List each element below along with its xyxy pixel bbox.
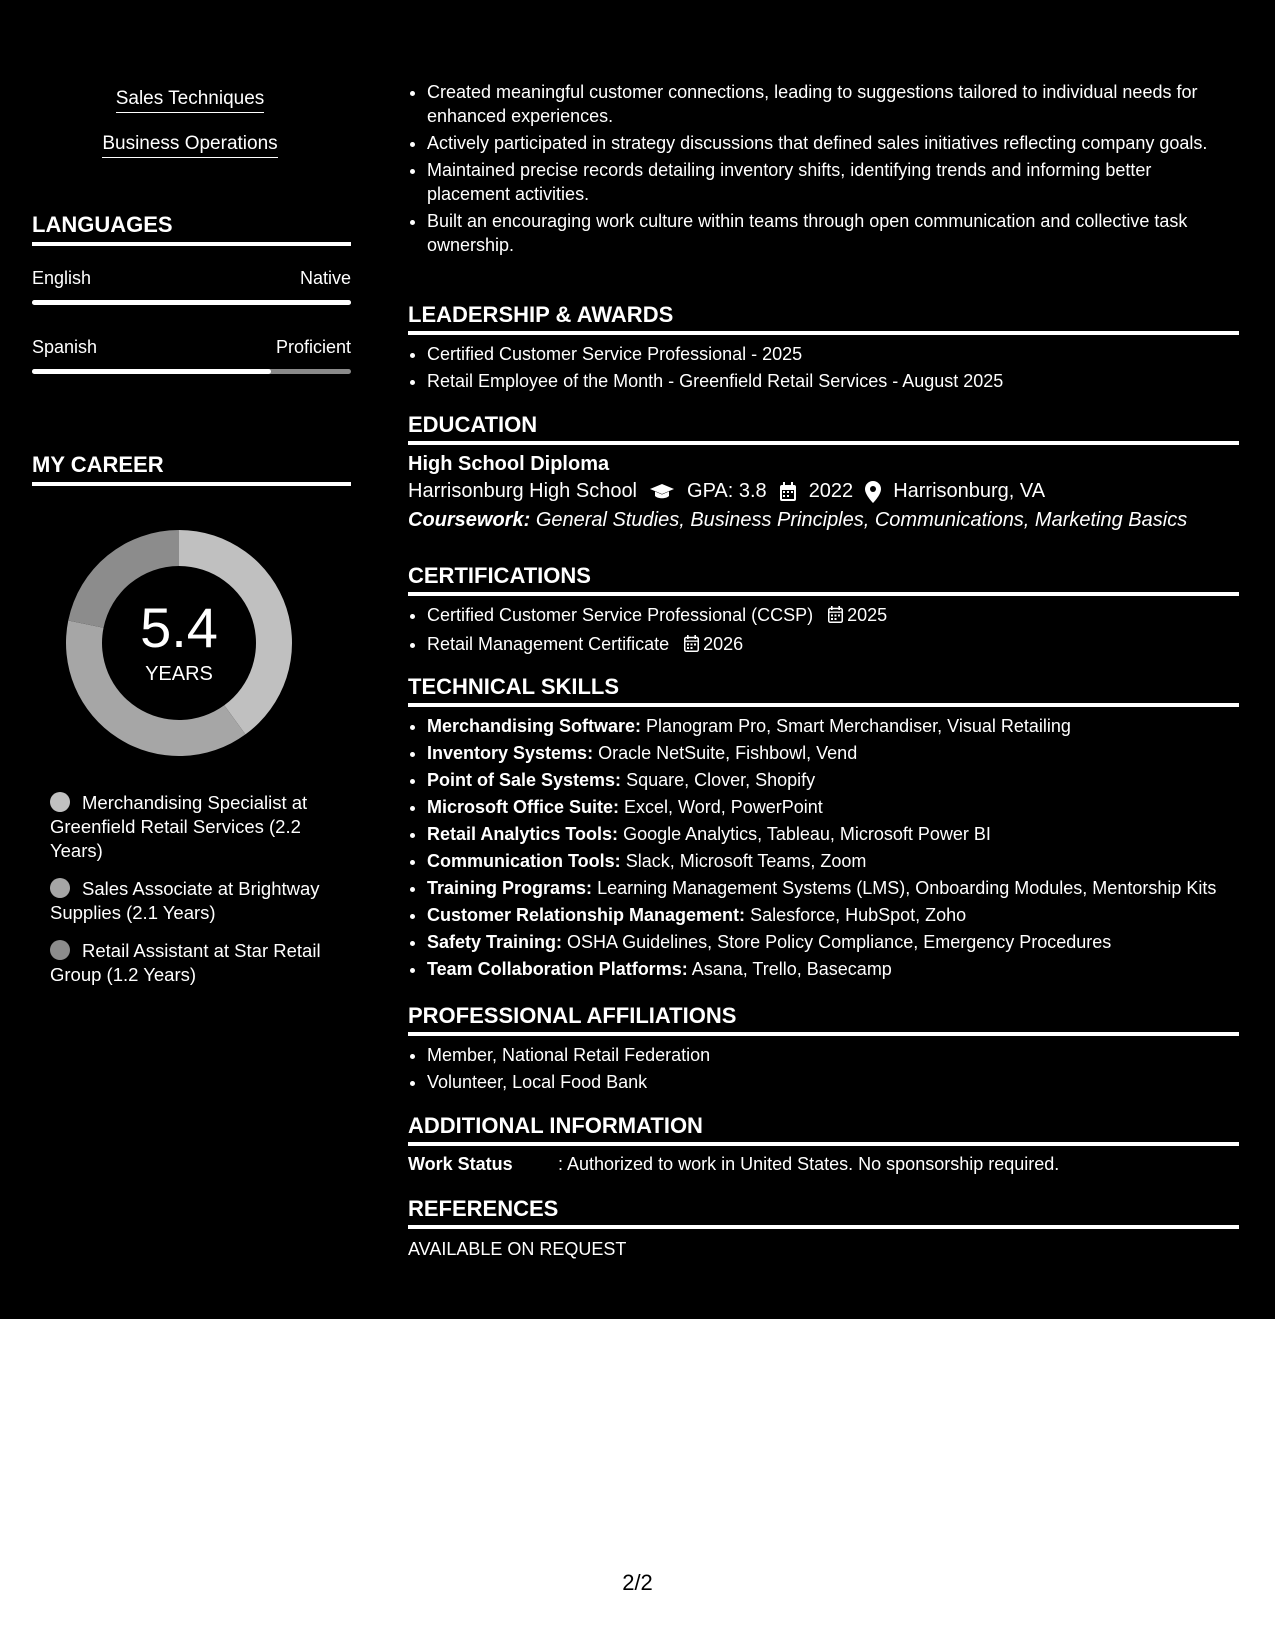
certification-item: • Retail Management Certificate 2026	[427, 631, 1239, 660]
affiliations-section	[408, 1003, 1239, 1096]
career-heading: MY CAREER	[32, 452, 351, 486]
languages-heading: LANGUAGES	[32, 212, 351, 246]
language-row-english	[32, 268, 351, 289]
sidebar	[0, 0, 380, 1319]
calendar-icon	[684, 633, 699, 660]
certifications-section	[408, 563, 1239, 660]
skill-link-business-operations[interactable]: Business Operations	[0, 133, 380, 155]
experience-bullets	[408, 80, 1239, 260]
coursework-label: Coursework:	[408, 509, 531, 531]
affiliation-item: • Member, National Retail Federation	[427, 1042, 1239, 1069]
technical-skills-heading: TECHNICAL SKILLS	[408, 674, 1239, 707]
education-section	[408, 412, 1239, 532]
language-level: Native	[299, 268, 351, 288]
career-legend-item: Merchandising Specialist at Greenfield Retail Services (2.2 Years)	[50, 792, 308, 861]
degree-title: High School Diploma	[408, 453, 610, 475]
experience-bullet: • Built an encouraging work culture within teams through open communication and collective task ownership.	[427, 209, 1239, 257]
skill-item: • Point of Sale Systems: Square, Clover, Shopify	[427, 767, 1239, 794]
leadership-heading: LEADERSHIP & AWARDS	[408, 302, 1239, 335]
graduation-year: 2022	[808, 480, 854, 502]
affiliations-heading: PROFESSIONAL AFFILIATIONS	[408, 1003, 1239, 1036]
skill-item: • Retail Analytics Tools: Google Analytics, Tableau, Microsoft Power BI	[427, 821, 1239, 848]
career-donut-chart	[66, 530, 292, 756]
skill-link-sales-techniques[interactable]: Sales Techniques	[0, 88, 380, 110]
language-level: Proficient	[275, 337, 351, 357]
language-row-spanish	[32, 337, 351, 358]
career-legend-item: Retail Assistant at Star Retail Group (1.2 Years)	[50, 940, 321, 985]
coursework-list: General Studies, Business Principles, Communications, Marketing Basics	[535, 509, 1188, 531]
calendar-icon	[828, 604, 843, 631]
references-section	[408, 1196, 1239, 1260]
experience-bullet: • Created meaningful customer connections, leading to suggestions tailored to individual needs for enhanced experiences.	[427, 80, 1239, 128]
language-name: Spanish	[32, 337, 98, 357]
education-details	[408, 480, 1239, 503]
language-bar-english	[32, 300, 351, 305]
skill-item: • Microsoft Office Suite: Excel, Word, PowerPoint	[427, 794, 1239, 821]
references-heading: REFERENCES	[408, 1196, 1239, 1229]
legend-dot	[50, 792, 70, 812]
skill-item: • Customer Relationship Management: Salesforce, HubSpot, Zoho	[427, 902, 1239, 929]
language-bar-spanish	[32, 369, 351, 374]
certifications-heading: CERTIFICATIONS	[408, 563, 1239, 596]
experience-bullet: • Maintained precise records detailing inventory shifts, identifying trends and informing better placement activities.	[427, 158, 1239, 206]
career-legend-item: Sales Associate at Brightway Supplies (2.1 Years)	[50, 878, 320, 923]
skill-item: • Safety Training: OSHA Guidelines, Store Policy Compliance, Emergency Procedures	[427, 929, 1239, 956]
education-heading: EDUCATION	[408, 412, 1239, 445]
language-bar-fill	[32, 300, 351, 305]
work-status-value: : Authorized to work in United States. No sponsorship required.	[558, 1154, 1060, 1174]
certification-item: • Certified Customer Service Professional (CCSP) 2025	[427, 602, 1239, 631]
calendar-icon	[779, 482, 797, 502]
career-total-years: 5.4	[140, 596, 218, 659]
experience-bullet: • Actively participated in strategy discussions that defined sales initiatives reflecting company goals.	[427, 131, 1239, 155]
references-text: AVAILABLE ON REQUEST	[408, 1239, 627, 1259]
legend-dot	[50, 878, 70, 898]
gpa: GPA: 3.8	[687, 480, 767, 502]
technical-skills-section	[408, 674, 1239, 983]
career-years-label: YEARS	[145, 663, 213, 685]
skill-item: • Inventory Systems: Oracle NetSuite, Fishbowl, Vend	[427, 740, 1239, 767]
legend-dot	[50, 940, 70, 960]
skill-item: • Merchandising Software: Planogram Pro, Smart Merchandiser, Visual Retailing	[427, 713, 1239, 740]
skill-item: • Team Collaboration Platforms: Asana, Trello, Basecamp	[427, 956, 1239, 983]
graduation-cap-icon	[649, 483, 675, 501]
skill-item: • Communication Tools: Slack, Microsoft Teams, Zoom	[427, 848, 1239, 875]
location-pin-icon	[865, 481, 881, 503]
additional-info-heading: ADDITIONAL INFORMATION	[408, 1113, 1239, 1146]
leadership-section	[408, 302, 1239, 395]
work-status-row	[408, 1154, 1239, 1175]
leadership-item: • Retail Employee of the Month - Greenfield Retail Services - August 2025	[427, 368, 1239, 395]
work-status-label: Work Status	[408, 1154, 513, 1174]
skill-item: • Training Programs: Learning Management Systems (LMS), Onboarding Modules, Mentorship Kits	[427, 875, 1239, 902]
affiliation-item: • Volunteer, Local Food Bank	[427, 1069, 1239, 1096]
school-location: Harrisonburg, VA	[893, 480, 1046, 502]
additional-info-section	[408, 1113, 1239, 1175]
language-name: English	[32, 268, 92, 288]
leadership-item: • Certified Customer Service Professional - 2025	[427, 341, 1239, 368]
coursework	[408, 509, 1239, 532]
school-name: Harrisonburg High School	[408, 480, 638, 502]
language-bar-fill	[32, 369, 271, 374]
page-number: 2/2	[622, 1570, 653, 1595]
